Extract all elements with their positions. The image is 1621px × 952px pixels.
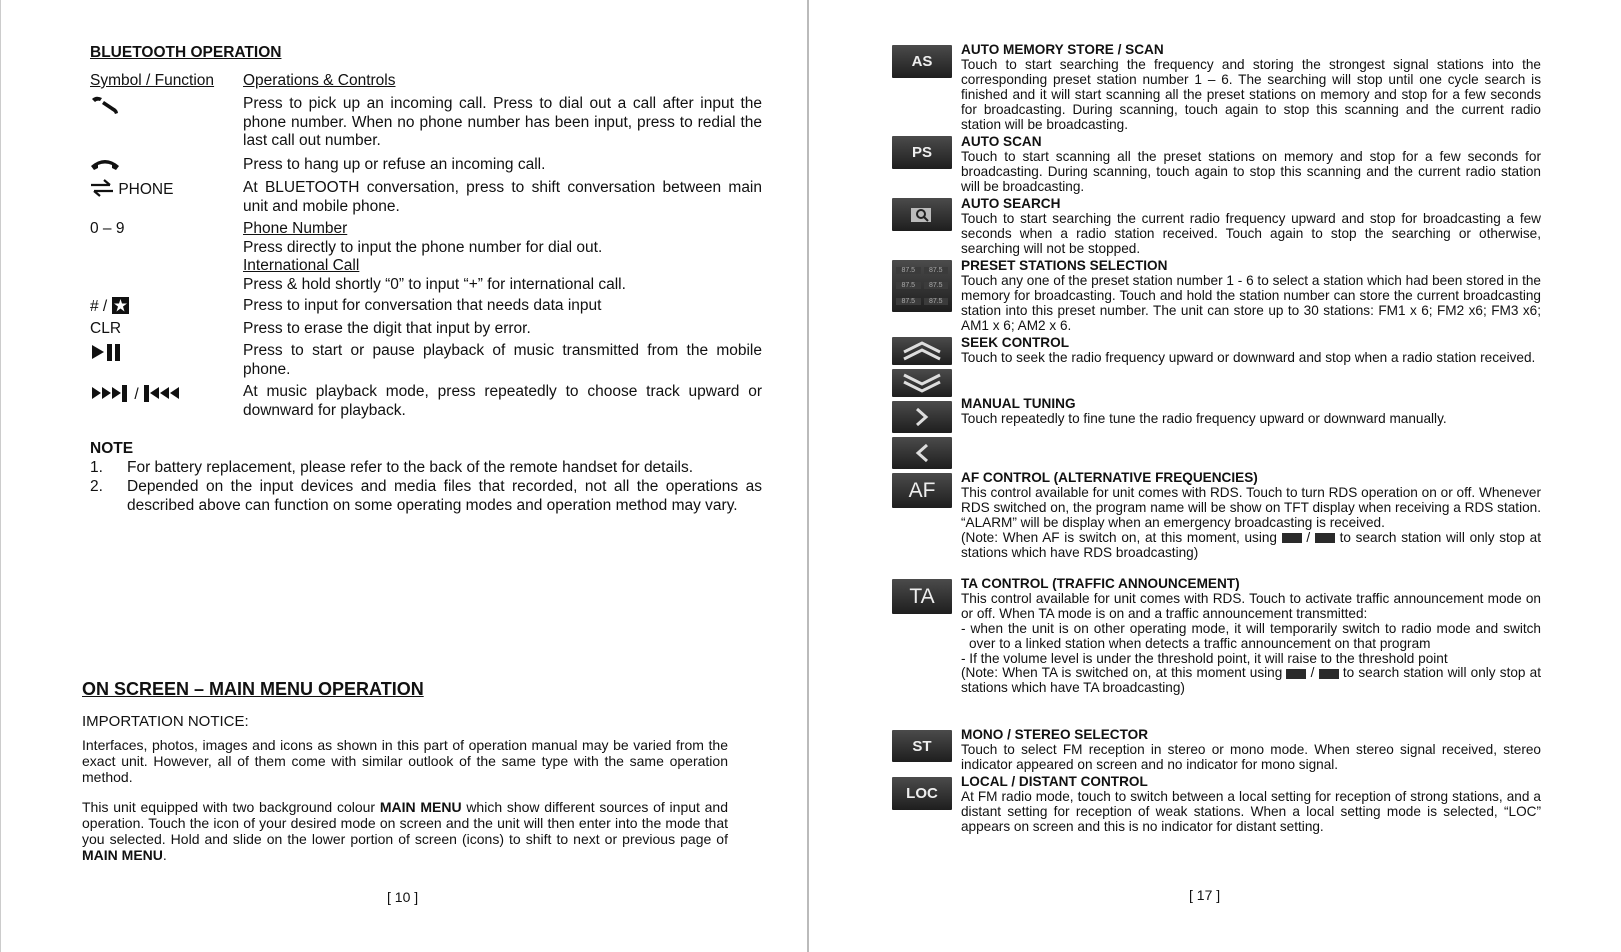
section-title: AUTO MEMORY STORE / SCAN <box>961 42 1164 57</box>
search-icon[interactable] <box>892 198 952 231</box>
section-auto-search <box>961 197 1541 257</box>
note-text: For battery replacement, please refer to the back of the remote handset for details. <box>127 459 694 476</box>
switch-arrows-icon <box>90 179 114 197</box>
left-page <box>0 0 808 952</box>
star-key-icon <box>112 297 129 314</box>
page-number-right: [ 17 ] <box>1189 887 1221 903</box>
st-icon[interactable]: ST <box>892 730 952 762</box>
main-menu-emphasis: MAIN MENU <box>82 847 163 863</box>
section-title: AF CONTROL (ALTERNATIVE FREQUENCIES) <box>961 470 1258 485</box>
section-auto-memory <box>961 43 1541 132</box>
section-mono-stereo <box>961 728 1541 773</box>
main-menu-emphasis: MAIN MENU <box>379 799 462 815</box>
pickup-desc: Press to pick up an incoming call. Press to dial out a call after input the phone number. When no phone number has been input, press to redial the last call out number. <box>243 95 762 149</box>
section-ta <box>961 577 1541 696</box>
seek-up-icon[interactable] <box>892 337 952 365</box>
phone-number-subtitle: Phone Number <box>243 220 348 237</box>
phone-pickup-icon <box>90 95 240 121</box>
hash-star-desc: Press to input for conversation that needs data input <box>243 297 602 314</box>
ta-bullet-1: - when the unit is on other operating mode, it will temporarily switch to radio mode and switch over to a linked station when detects a traffic announcement on that program <box>961 620 1541 651</box>
para-text: . <box>162 847 167 863</box>
preset-slot[interactable]: 87.5 <box>896 298 921 305</box>
section-preset <box>961 259 1541 334</box>
bluetooth-title: BLUETOOTH OPERATION <box>90 44 282 61</box>
notice-paragraph-1: Interfaces, photos, images and icons as shown in this part of operation manual may be varied from the exact unit. However, all of them come with similar outlook of the same type with the same operation method. <box>82 737 728 785</box>
digits-desc <box>243 220 762 294</box>
section-body: Touch to select FM reception in stereo or mono mode. When stereo signal received, stereo indicator appeared on screen and no indicator for mono signal. <box>961 741 1541 772</box>
phone-switch-symbol <box>90 179 240 200</box>
note-text: to search station will only stop at stations which have TA broadcasting) <box>961 665 1541 696</box>
section-title: TA CONTROL (TRAFFIC ANNOUNCEMENT) <box>961 576 1240 591</box>
track-skip-separator: / <box>134 386 139 403</box>
note-number: 2. <box>90 478 103 495</box>
section-body: Touch to seek the radio frequency upward or downward and stop when a radio station received. <box>961 349 1536 365</box>
ps-icon[interactable]: PS <box>892 136 952 169</box>
notice-title: IMPORTATION NOTICE: <box>82 713 249 730</box>
international-call-subtitle: International Call <box>243 257 360 274</box>
digits-symbol: 0 – 9 <box>90 220 125 237</box>
main-menu-title: ON SCREEN – MAIN MENU OPERATION <box>82 679 424 699</box>
section-title: LOCAL / DISTANT CONTROL <box>961 774 1148 789</box>
section-body: Touch to start scanning all the preset stations on memory and stop for a few seconds for broadcasting. During scanning, touch again to stop this scanning and the current radio station will be broadcasting. <box>961 148 1541 194</box>
section-body: Touch any one of the preset station number 1 - 6 to select a station which had been stored in the memory for broadcasting. Touch and hold the station number can store the current broadcasting station into this preset number. The unit can store up to 30 stations: FM1 x 6; FM2 x6; FM3 x6; AM1 x 6; AM2 x 6. <box>961 272 1541 333</box>
preset-stations-icon[interactable] <box>892 260 952 312</box>
next-track-icon <box>90 383 130 403</box>
para-text: which show different sources of input and operation. Touch the icon of your desired mode on screen and the unit will then enter into the mode that you selected. Hold and slide on the lower portion of screen (icons) to shift to next or previous page of <box>82 799 729 847</box>
tune-down-icon[interactable] <box>892 437 952 469</box>
note-text: Depended on the input devices and media files that recorded, not all the operations as described above can function on some operating modes and operation method may vary. <box>127 478 762 514</box>
section-manual-tuning <box>961 397 1541 427</box>
ta-icon[interactable]: TA <box>892 579 952 614</box>
seek-down-icon[interactable] <box>892 369 952 397</box>
preset-slot[interactable]: 87.5 <box>924 298 949 305</box>
preset-slot[interactable]: 87.5 <box>896 282 921 289</box>
section-body: Touch to start searching the current radio frequency upward and stop for broadcasting a few seconds when a radio station received. Touch again to stop the searching or otherwise, searching will not be stopped. <box>961 210 1541 256</box>
international-call-desc: Press & hold shortly “0” to input “+” for international call. <box>243 275 626 293</box>
section-seek <box>961 336 1541 366</box>
note-separator: / <box>1306 665 1319 681</box>
tune-up-icon[interactable] <box>892 401 952 433</box>
af-note <box>961 531 1541 561</box>
note-number: 1. <box>90 459 103 476</box>
section-af <box>961 471 1541 560</box>
section-body: This control available for unit comes with RDS. Touch to activate traffic announcement mode on or off. When TA mode is on and a traffic announcement transmitted: <box>961 590 1541 621</box>
section-title: MANUAL TUNING <box>961 396 1076 411</box>
symbol-function-header: Symbol / Function <box>90 72 215 89</box>
clr-desc: Press to erase the digit that input by error. <box>243 320 531 337</box>
phone-label: PHONE <box>118 181 174 198</box>
seek-down-mini-icon <box>1319 669 1339 679</box>
clr-symbol: CLR <box>90 320 122 337</box>
para-text: This unit equipped with two background colour <box>82 799 380 815</box>
note-text: to search station will only stop at stations which have RDS broadcasting) <box>961 529 1541 560</box>
hangup-desc: Press to hang up or refuse an incoming call. <box>243 156 546 173</box>
preset-slot[interactable]: 87.5 <box>924 282 949 289</box>
page-number-left: [ 10 ] <box>387 889 419 905</box>
track-skip-symbol <box>90 383 240 405</box>
previous-track-icon <box>143 383 183 403</box>
operations-controls-header: Operations & Controls <box>243 72 396 89</box>
play-pause-desc: Press to start or pause playback of music transmitted from the mobile phone. <box>243 342 762 378</box>
section-title: AUTO SEARCH <box>961 196 1061 211</box>
section-body: Touch to start searching the frequency and storing the strongest signal stations into the corresponding preset station number 1 – 6. The searching will stop until one cycle search is finished and it will start scanning all the preset stations on memory and stop for a few seconds for broadcasting. During scanning, touch again to stop this scanning and the current radio station will be broadcasting. <box>961 56 1541 132</box>
section-title: PRESET STATIONS SELECTION <box>961 258 1168 273</box>
section-title: SEEK CONTROL <box>961 335 1069 350</box>
preset-slot[interactable]: 87.5 <box>896 267 921 274</box>
loc-icon[interactable]: LOC <box>892 777 952 810</box>
section-local-distant <box>961 775 1541 835</box>
note-text: (Note: When AF is switch on, at this moment, using <box>961 529 1282 545</box>
phone-switch-desc: At BLUETOOTH conversation, press to shift conversation between main unit and mobile phone. <box>243 179 762 215</box>
phone-number-desc: Press directly to input the phone number for dial out. <box>243 238 603 256</box>
right-page <box>808 0 1621 952</box>
preset-slot[interactable]: 87.5 <box>924 267 949 274</box>
notice-paragraph-2 <box>82 799 728 863</box>
hash-star-symbol <box>90 297 240 317</box>
section-body: This control available for unit comes with RDS. Touch to turn RDS operation on or off. Whenever RDS switched on, the program name will be show on TFT display when receiving a RDS station. “ALARM” will be display when an emergency broadcasting is received. <box>961 484 1541 530</box>
section-title: AUTO SCAN <box>961 134 1042 149</box>
af-icon[interactable]: AF <box>892 473 952 508</box>
play-pause-icon <box>90 342 240 368</box>
section-body: Touch repeatedly to fine tune the radio frequency upward or downward manually. <box>961 410 1447 426</box>
section-auto-scan <box>961 135 1541 195</box>
hash-label: # / <box>90 298 108 315</box>
seek-up-mini-icon <box>1282 533 1302 543</box>
phone-hangup-icon <box>90 156 240 178</box>
track-skip-desc: At music playback mode, press repeatedly to choose track upward or downward for playback. <box>243 383 762 419</box>
seek-down-mini-icon <box>1315 533 1335 543</box>
section-body: At FM radio mode, touch to switch between a local setting for reception of strong stations, and a distant setting for reception of weak stations. When a local setting mode is selected, “LOC” appears on screen and this is no indicator for distant setting. <box>961 788 1541 834</box>
note-separator: / <box>1301 529 1315 545</box>
as-icon[interactable]: AS <box>892 45 952 78</box>
note-text: (Note: When TA is switched on, at this moment using <box>961 665 1287 681</box>
ta-bullet-2: - If the volume level is under the threshold point, it will raise to the threshold point <box>961 650 1448 666</box>
note-title: NOTE <box>90 440 134 457</box>
seek-up-mini-icon <box>1286 669 1306 679</box>
ta-note <box>961 666 1541 696</box>
section-title: MONO / STEREO SELECTOR <box>961 727 1149 742</box>
